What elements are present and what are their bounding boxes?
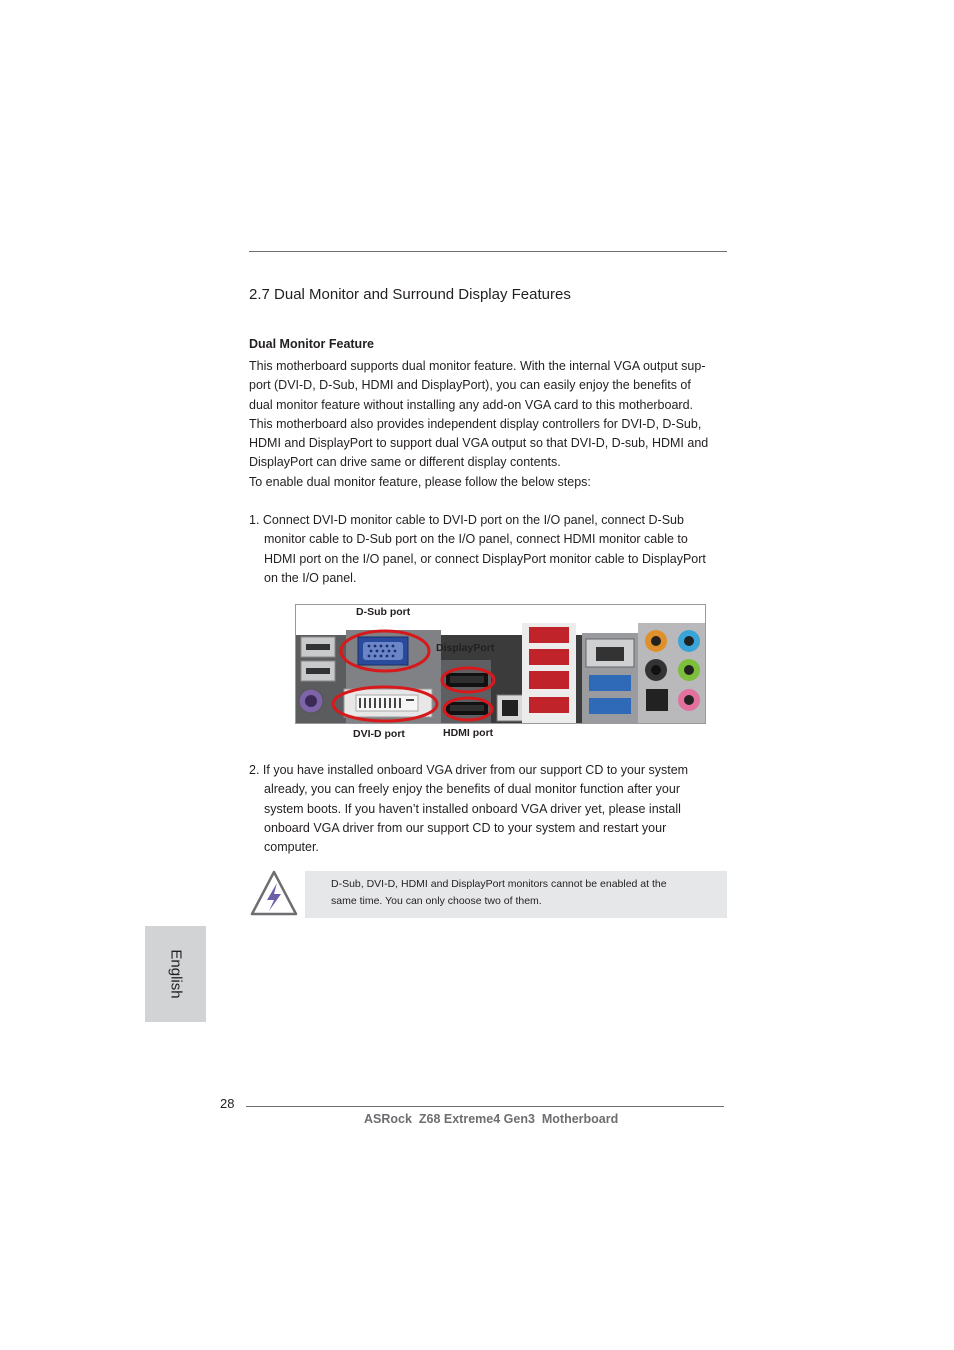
intro-line: To enable dual monitor feature, please follow the below steps: <box>249 474 591 489</box>
dsub-port-label: D-Sub port <box>356 606 411 618</box>
step-line: HDMI port on the I/O panel, or connect DisplayPort monitor cable to DisplayPort <box>264 551 706 566</box>
note-text <box>331 876 711 910</box>
section-title: 2.7 Dual Monitor and Surround Display Features <box>249 286 571 303</box>
language-tab <box>145 926 206 1022</box>
step-line: 2. If you have installed onboard VGA driver from our support CD to your system <box>249 763 689 777</box>
note-line: D-Sub, DVI-D, HDMI and DisplayPort monitors cannot be enabled at the <box>331 878 667 890</box>
intro-line: This motherboard also provides independent display controllers for DVI-D, D-Sub, <box>249 416 702 431</box>
bottom-rule <box>246 1106 724 1107</box>
step-line: computer. <box>264 840 319 855</box>
io-panel-figure <box>295 604 706 724</box>
warning-icon <box>249 869 299 922</box>
io-panel-illustration <box>296 605 705 723</box>
step-line: already, you can freely enjoy the benefits of dual monitor function after your <box>264 782 680 797</box>
footer-text: ASRock Z68 Extreme4 Gen3 Motherboard <box>364 1112 619 1126</box>
step-1 <box>249 511 727 588</box>
step-line: monitor cable to D-Sub port on the I/O panel, connect HDMI monitor cable to <box>264 532 688 547</box>
language-tab-label: English <box>167 949 184 999</box>
step-line: 1. Connect DVI-D monitor cable to DVI-D port on the I/O panel, connect D-Sub <box>249 513 684 527</box>
intro-line: dual monitor feature without installing any add-on VGA card to this motherboard. <box>249 397 694 412</box>
step-2 <box>249 761 727 857</box>
step-line: onboard VGA driver from our support CD to your system and restart your <box>264 820 667 835</box>
top-rule <box>249 251 727 252</box>
page-number: 28 <box>220 1096 235 1111</box>
step-line: system boots. If you haven’t installed onboard VGA driver yet, please install <box>264 801 681 816</box>
intro-line: This motherboard supports dual monitor feature. With the internal VGA output sup- <box>249 359 706 373</box>
step-line: on the I/O panel. <box>264 570 357 585</box>
note-line: same time. You can only choose two of them. <box>331 895 542 907</box>
intro-line: HDMI and DisplayPort to support dual VGA output so that DVI-D, D-sub, HDMI and <box>249 436 709 451</box>
dvid-port-label: DVI-D port <box>353 728 405 740</box>
intro-paragraph <box>249 357 727 492</box>
intro-line: DisplayPort can drive same or different display contents. <box>249 455 561 470</box>
subheading: Dual Monitor Feature <box>249 337 375 351</box>
displayport-label: DisplayPort <box>436 642 495 654</box>
intro-line: port (DVI-D, D-Sub, HDMI and DisplayPort), you can easily enjoy the benefits of <box>249 378 691 393</box>
hdmi-port-label: HDMI port <box>443 727 494 739</box>
